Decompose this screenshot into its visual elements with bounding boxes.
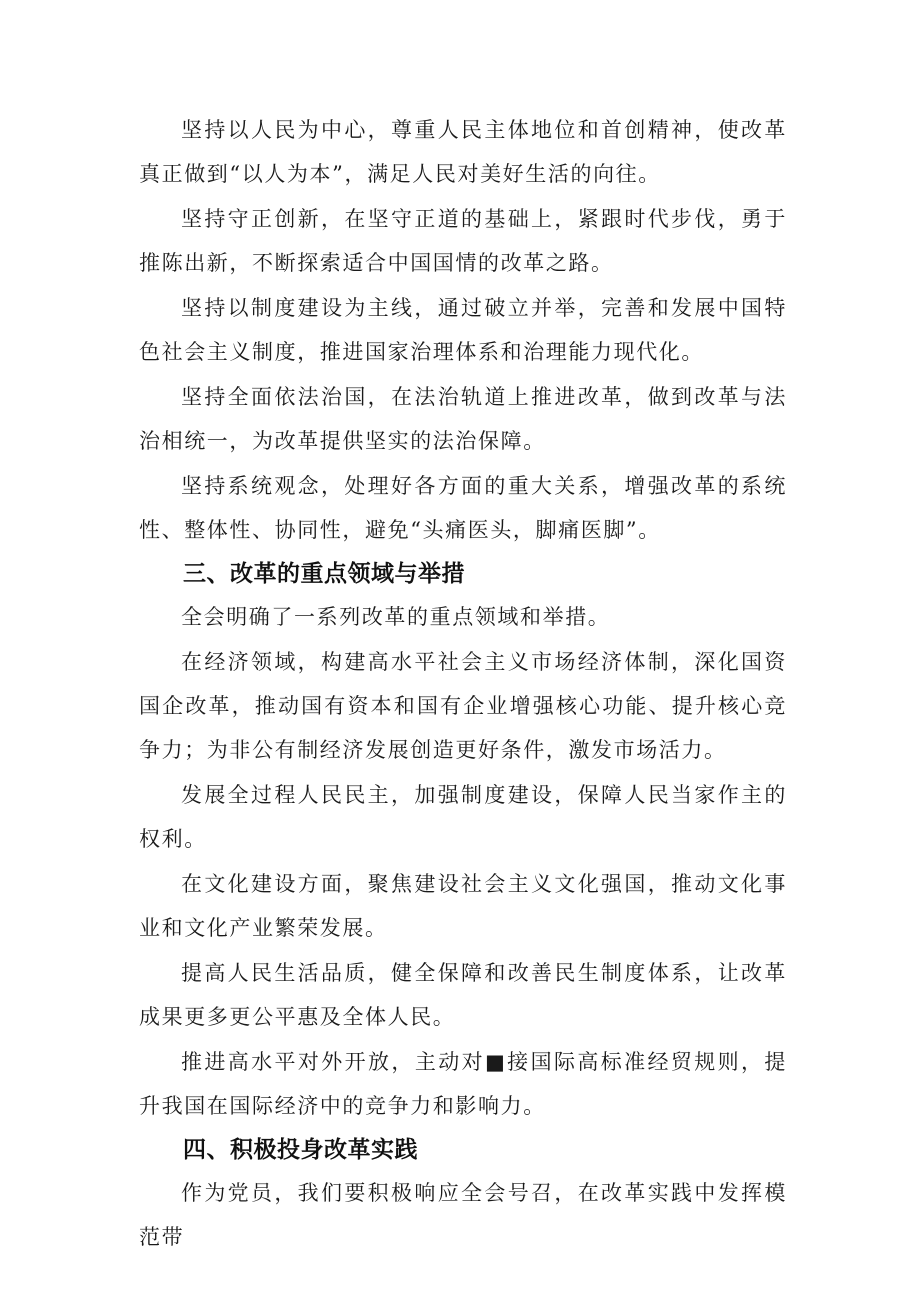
paragraph-economy: 在经济领域，构建高水平社会主义市场经济体制，深化国资国企改革，推动国有资本和国有企业增强核心功能、提升核心竞争力；为非公有制经济发展创造更好条件，激发市场活力。 — [139, 650, 787, 762]
paragraph-institution-building: 坚持以制度建设为主线，通过破立并举，完善和发展中国特色社会主义制度，推进国家治理体系和治理能力现代化。 — [139, 296, 787, 364]
paragraph-people-centered: 坚持以人民为中心，尊重人民主体地位和首创精神，使改革真正做到“以人为本”，满足人民对美好生活的向往。 — [139, 118, 787, 186]
paragraph-livelihood: 提高人民生活品质，健全保障和改善民生制度体系，让改革成果更多更公平惠及全体人民。 — [139, 961, 787, 1029]
paragraph-culture: 在文化建设方面，聚焦建设社会主义文化强国，推动文化事业和文化产业繁荣发展。 — [139, 872, 787, 940]
paragraph-systems-thinking: 坚持系统观念，处理好各方面的重大关系，增强改革的系统性、整体性、协同性，避免“头痛医头，脚痛医脚”。 — [139, 474, 787, 542]
paragraph-key-areas-intro: 全会明确了一系列改革的重点领域和举措。 — [181, 605, 611, 629]
paragraph-rule-of-law: 坚持全面依法治国，在法治轨道上推进改革，做到改革与法治相统一，为改革提供坚实的法治保障。 — [139, 385, 787, 453]
section-heading-4: 四、积极投身改革实践 — [183, 1137, 418, 1163]
paragraph-opening-up: 推进高水平对外开放，主动对■接国际高标准经贸规则，提升我国在国际经济中的竞争力和影响力。 — [139, 1050, 787, 1118]
paragraph-innovation: 坚持守正创新，在坚守正道的基础上，紧跟时代步伐，勇于推陈出新，不断探索适合中国国情的改革之路。 — [139, 207, 787, 275]
document-body — [139, 108, 787, 1260]
section-heading-3: 三、改革的重点领域与举措 — [183, 561, 465, 587]
paragraph-party-members: 作为党员，我们要积极响应全会号召，在改革实践中发挥模范带 — [139, 1181, 787, 1249]
paragraph-democracy: 发展全过程人民民主，加强制度建设，保障人民当家作主的权利。 — [139, 783, 787, 851]
